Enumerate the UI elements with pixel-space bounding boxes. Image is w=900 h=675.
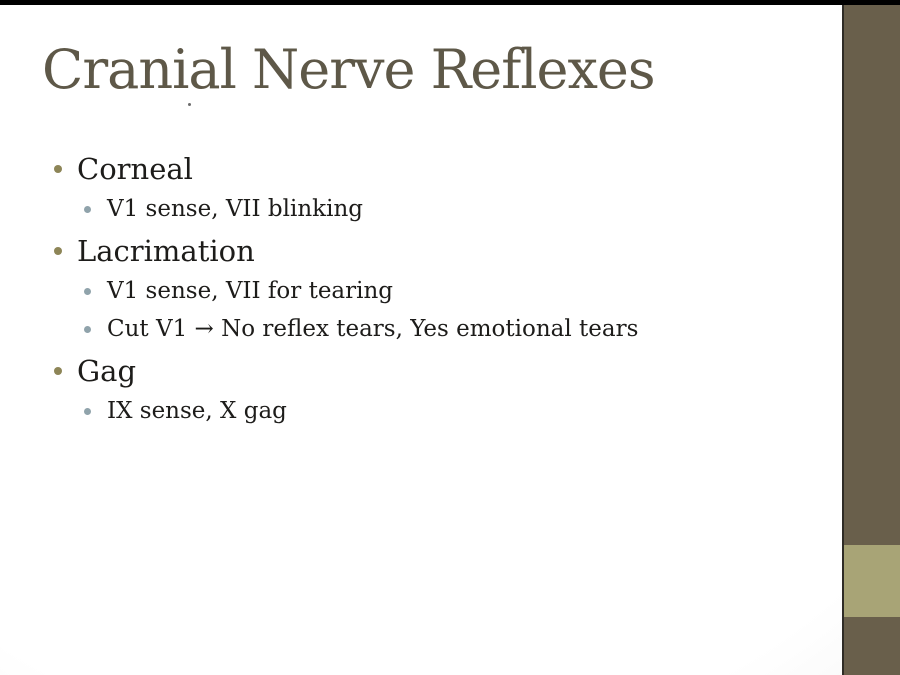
bullet-text: Lacrimation xyxy=(77,234,255,268)
bullet-list xyxy=(0,148,800,430)
bullet-item-lacrimation xyxy=(0,230,800,272)
sub-bullet-item xyxy=(0,392,800,430)
side-band-divider xyxy=(842,0,844,675)
slide-title: Cranial Nerve Reflexes xyxy=(42,38,655,101)
bullet-dot-icon xyxy=(54,367,62,375)
sub-bullet-item xyxy=(0,310,800,348)
sub-bullet-item xyxy=(0,272,800,310)
bullet-dot-icon xyxy=(54,165,62,173)
top-edge-bar xyxy=(0,0,900,5)
bullet-dot-icon xyxy=(54,247,62,255)
sub-bullet-dot-icon xyxy=(84,326,91,333)
sub-bullet-text: V1 sense, VII for tearing xyxy=(107,278,394,304)
bullet-text: Gag xyxy=(77,354,137,388)
sub-bullet-text: V1 sense, VII blinking xyxy=(107,196,363,222)
bullet-item-gag xyxy=(0,350,800,392)
sub-bullet-text: IX sense, X gag xyxy=(107,398,287,424)
sub-bullet-text: Cut V1 → No reflex tears, Yes emotional tears xyxy=(107,316,639,342)
sub-bullet-dot-icon xyxy=(84,408,91,415)
bullet-item-corneal xyxy=(0,148,800,190)
sub-bullet-dot-icon xyxy=(84,206,91,213)
stray-dot-artifact xyxy=(188,103,191,106)
side-band xyxy=(844,0,900,675)
sub-bullet-dot-icon xyxy=(84,288,91,295)
bullet-text: Corneal xyxy=(77,152,193,186)
sub-bullet-item xyxy=(0,190,800,228)
side-band-accent-block xyxy=(844,545,900,617)
